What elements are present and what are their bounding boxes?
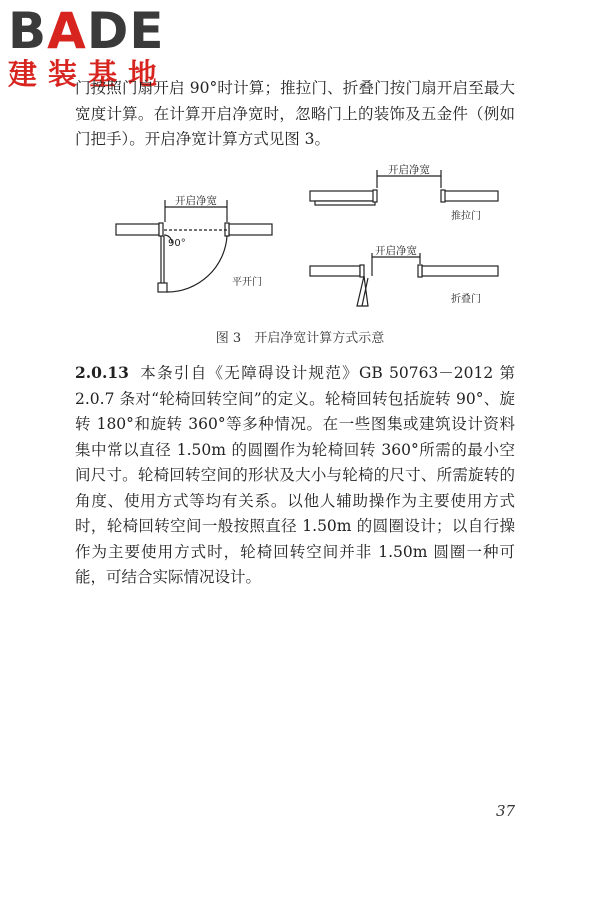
swing-clear-width-label: 开启净宽 xyxy=(175,195,217,207)
section-number: 2.0.13 xyxy=(75,363,129,382)
folding-door-label: 折叠门 xyxy=(451,294,481,305)
section-text: 本条引自《无障碍设计规范》GB 50763－2012 第 2.0.7 条对“轮椅回转空间”的定义。轮椅回转包括旋转 90°、旋转 180°和旋转 360°等多种情况。在一些图集或建筑设计资料集中常以直径 1.50m 的圆圈作为轮椅回转 360°所需的最小空间尺寸。轮椅回转空间的形状及大小与轮椅的尺寸、所需旋转的角度、使用方式等均有关系。以他人辅助操作为主要使用方式时，轮椅回转空间一般按照直径 1.50m 的圆圈设计；以自行操作为主要使用方式时，轮椅回转空间并非 1.50m 圆圈一种可能，可结合实际情况设计。 xyxy=(75,364,515,586)
figure-door-clear-width xyxy=(100,150,520,320)
sliding-clear-width-label: 开启净宽 xyxy=(388,164,430,176)
swing-door-label: 平开门 xyxy=(232,277,262,288)
figure-caption: 图 3 开启净宽计算方式示意 xyxy=(215,331,385,346)
folding-clear-width-label: 开启净宽 xyxy=(375,245,417,257)
logo-wordmark: BADE xyxy=(8,2,165,60)
paragraph-door-clear-width: 门按照门扇开启 90°时计算；推拉门、折叠门按门扇开启至最大宽度计算。在计算开启净宽时，忽略门上的装饰及五金件（例如门把手）。开启净宽计算方式见图 3。 xyxy=(75,79,515,148)
angle-label: 90° xyxy=(168,238,186,249)
section-2-0-13 xyxy=(75,360,515,591)
logo-subtitle: 建装基地 xyxy=(8,57,169,91)
page-number: 37 xyxy=(496,802,516,820)
sliding-door-label: 推拉门 xyxy=(451,211,481,222)
